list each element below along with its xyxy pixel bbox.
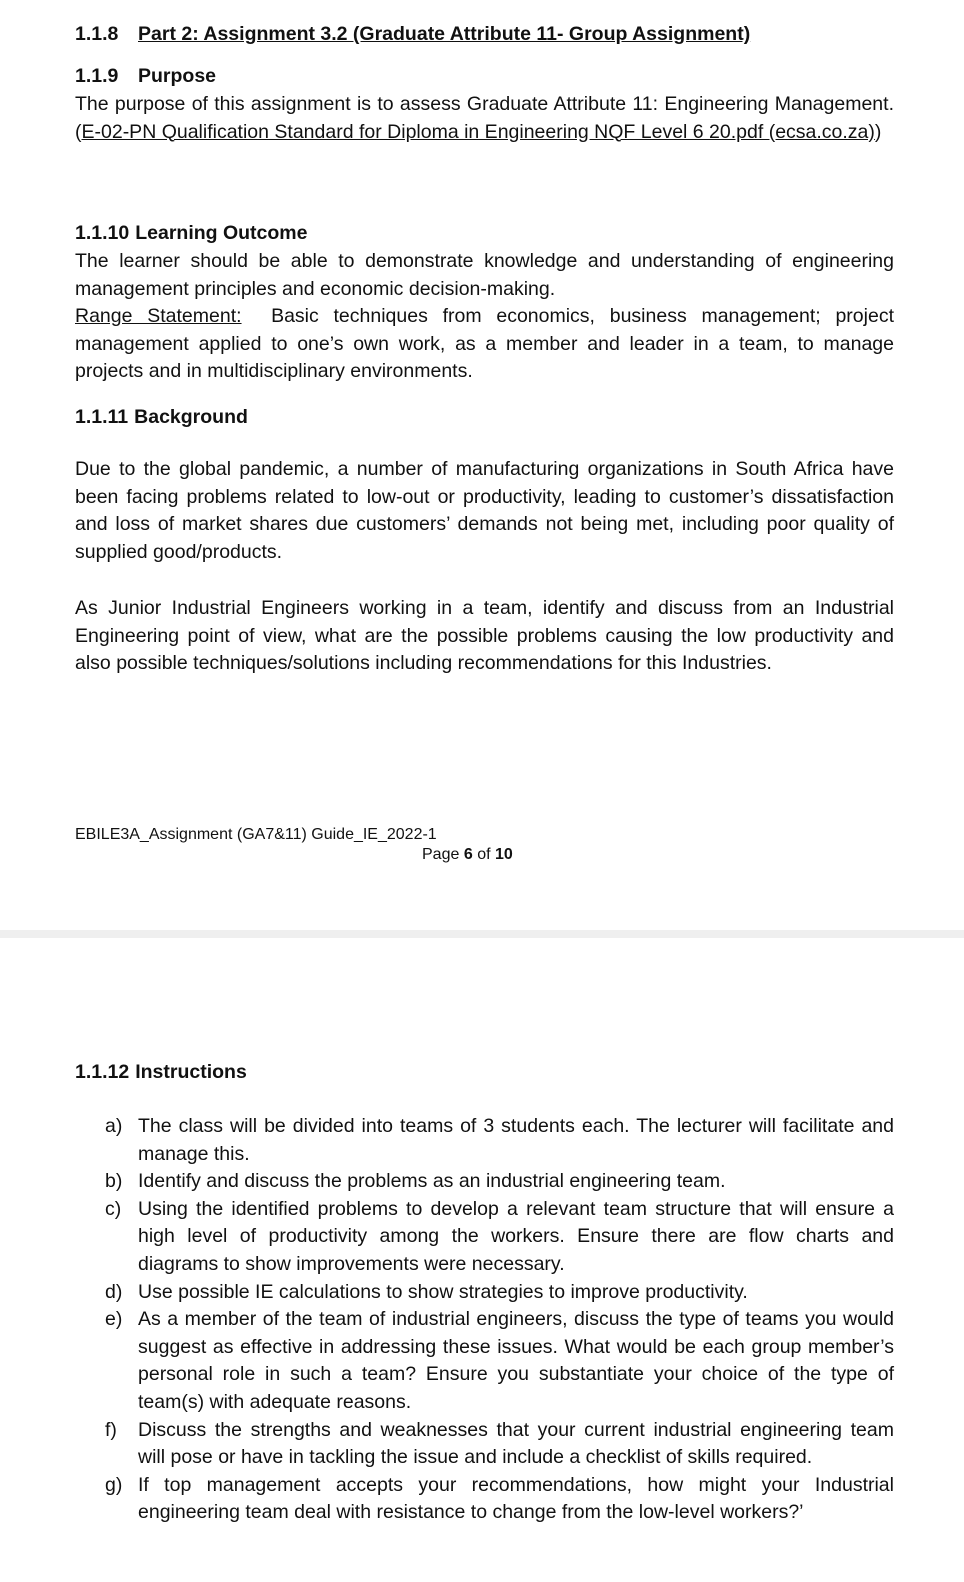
list-item: e) As a member of the team of industrial engineers, discuss the type of teams you would suggest as effective in addressing these issues. What would be each group member’s personal role in such a team? Ensure you substantiate your choice of the type of team(s) with adequate reasons. (105, 1308, 894, 1413)
learning-outcome-paragraph: The learner should be able to demonstrate knowledge and understanding of engineering management principles and economic decision-making. (75, 250, 894, 300)
current-page-number: 6 (463, 846, 473, 863)
section-title: Learning Outcome (135, 222, 308, 244)
list-item: b) Identify and discuss the problems as an industrial engineering team. (105, 1170, 726, 1193)
section-title: Purpose (138, 65, 217, 87)
section-title: Instructions (135, 1061, 247, 1083)
section-heading-background (75, 404, 894, 432)
section-number: 1.1.8 (75, 23, 119, 45)
purpose-text: The purpose of this assignment is to assess Graduate Attribute 11: Engineering Management. ( (75, 93, 894, 143)
section-number: 1.1.12 (75, 1061, 130, 1083)
page-separator (0, 930, 964, 938)
section-number: 1.1.9 (75, 65, 119, 87)
list-item: a) The class will be divided into teams of 3 students each. The lecturer will facilitate and manage this. (105, 1115, 894, 1165)
footer-page-number: Page 6 of 10 (422, 846, 513, 863)
purpose-paragraph (75, 91, 894, 146)
section-heading-part2 (75, 21, 894, 49)
list-item: d) Use possible IE calculations to show strategies to improve productivity. (105, 1280, 748, 1303)
page-footer (75, 825, 513, 865)
background-paragraph-2: As Junior Industrial Engineers working in a team, identify and discuss from an Industrial Engineering point of view, what are the possible problems causing the low productivity and also possible techniques/solutions including recommendations for this Industries. (75, 597, 894, 675)
list-item: f) Discuss the strengths and weaknesses that your current industrial engineering team will pose or have in tackling the issue and include a checklist of skills required. (105, 1418, 894, 1469)
background-paragraph-1: Due to the global pandemic, a number of manufacturing organizations in South Africa have been facing problems related to low-out or productivity, leading to customer’s dissatisfaction and loss of market shares due customers’ demands not being met, including poor quality of supplied good/products. (75, 458, 894, 563)
section-heading-learning-outcome (75, 220, 894, 248)
section-number: 1.1.11 (75, 406, 129, 428)
section-title: Part 2: Assignment 3.2 (Graduate Attribute 11- Group Assignment) (138, 23, 751, 45)
total-page-count: 10 (494, 846, 513, 863)
section-number: 1.1.10 (75, 222, 130, 244)
list-item: c) Using the identified problems to develop a relevant team structure that will ensure a high level of productivity among the workers. Ensure there are flow charts and diagrams to show improvements were necessary. (105, 1197, 894, 1275)
range-statement-label: Range Statement: (75, 305, 242, 327)
range-statement-paragraph (75, 303, 894, 386)
section-heading-instructions (75, 1059, 894, 1087)
purpose-text-end: ) (874, 120, 882, 143)
instructions-list (105, 1113, 894, 1527)
footer-document-name: EBILE3A_Assignment (GA7&11) Guide_IE_2022-1 (75, 826, 437, 843)
section-heading-purpose (75, 63, 894, 91)
range-statement-text: Basic techniques from economics, business management; project management applied to one’s own work, as a member and leader in a team, to manage projects and in multidisciplinary environments. (75, 305, 894, 383)
section-title: Background (134, 406, 248, 428)
ecsa-standard-link[interactable]: E-02-PN Qualification Standard for Diploma in Engineering NQF Level 6 20.pdf (ecsa.co.za) (81, 120, 875, 143)
list-item: g) If top management accepts your recommendations, how might your Industrial engineering team deal with resistance to change from the low-level workers?’ (105, 1473, 894, 1524)
